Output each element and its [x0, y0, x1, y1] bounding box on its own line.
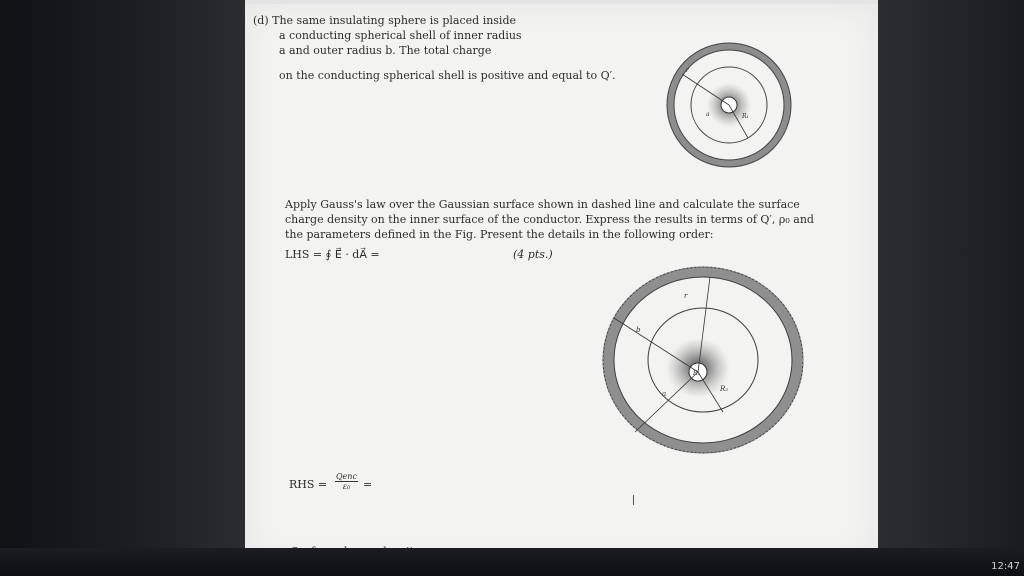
large-label-b: b	[636, 326, 641, 334]
large-label-a: a	[662, 390, 667, 398]
rhs-equals: =	[363, 478, 373, 491]
monitor-bezel-left	[0, 0, 245, 576]
part-d-line-3: a and outer radius b. The total charge	[279, 44, 492, 57]
instruction-line-2: charge density on the inner surface of the conductor. Express the results in terms of Q′, ρ₀ and	[285, 213, 814, 226]
taskbar	[0, 548, 1024, 576]
small-shell-figure	[658, 34, 800, 176]
monitor-bezel-right	[878, 0, 1024, 576]
text-cursor	[633, 495, 634, 505]
rhs-fraction	[335, 472, 358, 491]
rhs-fraction-denominator: ε₀	[342, 482, 351, 491]
part-d-line-4: on the conducting spherical shell is positive and equal to Q′.	[279, 69, 616, 82]
instruction-line-3: the parameters defined in the Fig. Present the details in the following order:	[285, 228, 714, 241]
large-label-r2: R₂	[720, 385, 729, 393]
lhs-points: (4 pts.)	[513, 248, 553, 261]
small-label-a: a	[706, 111, 710, 118]
taskbar-clock: 12:47	[991, 561, 1020, 572]
part-d-line-2: a conducting spherical shell of inner radius	[279, 29, 522, 42]
large-label-r: r	[684, 292, 688, 300]
large-shell-figure	[598, 262, 808, 458]
large-label-r1: R₁	[693, 370, 700, 377]
lhs-expression: LHS = ∮ E⃗ · dA⃗ =	[285, 248, 380, 261]
small-label-r: r	[686, 67, 689, 74]
small-label-r1: R₁	[742, 113, 749, 120]
rhs-label: RHS =	[289, 478, 328, 491]
part-d-line-1: (d) The same insulating sphere is placed inside	[253, 14, 517, 27]
rhs-fraction-numerator: Qenc	[336, 472, 357, 481]
instruction-line-1: Apply Gauss's law over the Gaussian surface shown in dashed line and calculate the surface	[285, 198, 800, 211]
document-page	[245, 4, 878, 564]
